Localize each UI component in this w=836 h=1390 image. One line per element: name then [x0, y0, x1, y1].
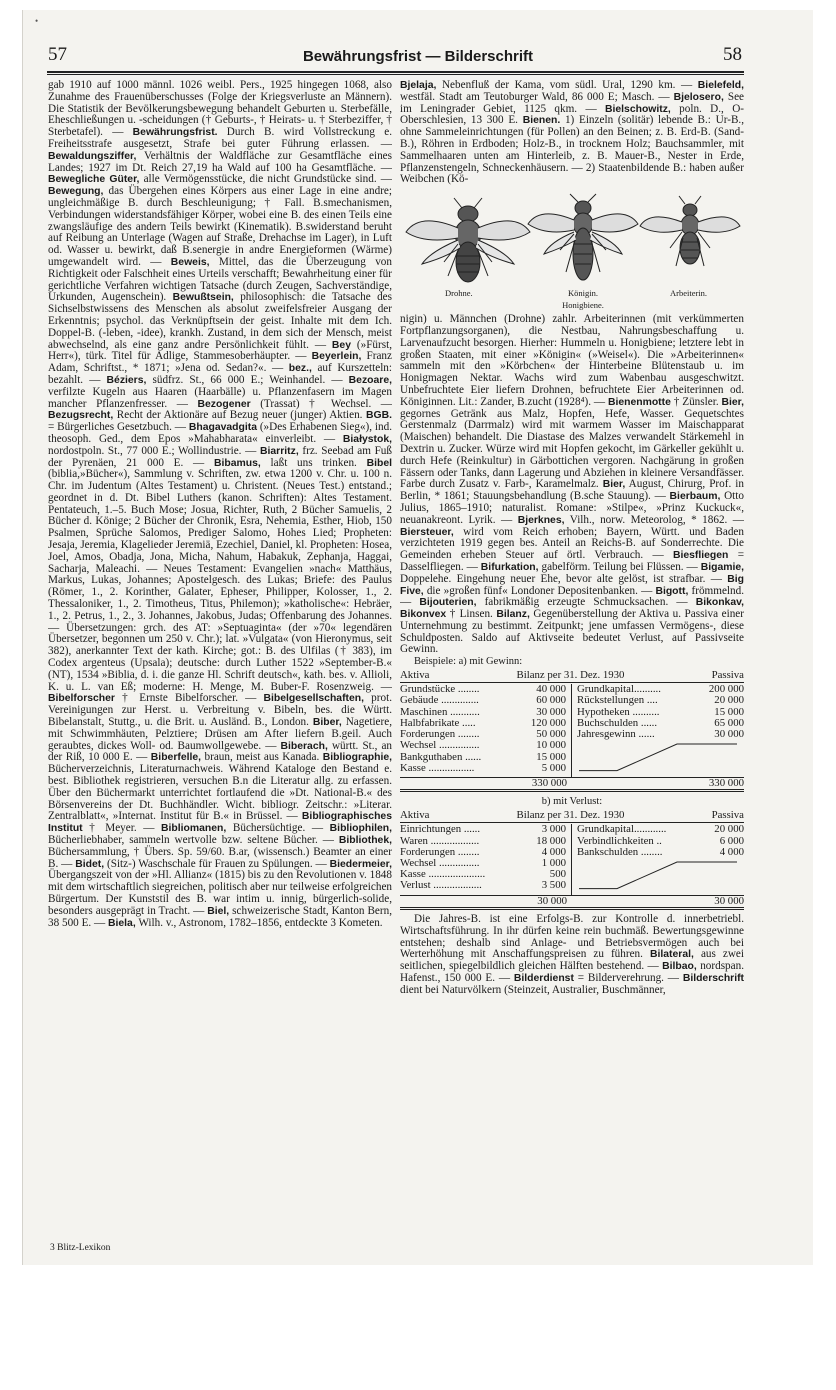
passiva-item-label: Buchschulden ...... — [577, 717, 658, 729]
entry-text: † Linsen. — [446, 608, 493, 621]
passiva-item-label: Hypotheken .......... — [577, 706, 660, 718]
passiva-label: Passiva — [711, 809, 744, 822]
entry-text: frz. Seebad am Fuß der Pyrenäen, 21 000 E. — — [48, 444, 392, 469]
entry-keyword: Bifurkation, — [480, 561, 539, 573]
passiva-item-label: Grundkapital.......... — [577, 684, 661, 696]
entry-keyword: Bewaldungsziffer, — [48, 150, 137, 162]
entry-text: August, Chirurg, Prof. in Berlin, * 1861; Stauungsbehandlung (B.sche Stauung). — — [400, 478, 744, 503]
aktiva-item-value: 10 000 — [536, 739, 566, 752]
passiva-label: Passiva — [711, 669, 744, 682]
balance-double-rule — [400, 907, 744, 910]
entry-keyword: BGB. — [366, 410, 392, 422]
passiva-item-value: 30 000 — [714, 728, 744, 741]
entry-text: braun, meist aus Kanada. — [201, 751, 320, 764]
right-column-top-text — [400, 80, 744, 186]
aktiva-total: 330 000 — [531, 777, 567, 790]
entry-text: aus zwei seitlichen, spiegelbildlich gleichen Hälften bestehend. — — [400, 948, 744, 973]
entry-keyword: Bielschowitz, — [604, 103, 671, 115]
entry-text: wird vom Reich erhoben; Bayern, Württ. und Baden verzichteten 1919 gegen bes. Anteil an Reichs-B. auf Sonderrechte. Die Gemeinden erheben Steuer auf örtl. Verbrauch. — — [400, 525, 744, 562]
entry-text: Recht der Aktionäre auf Bezug neuer (junger) Aktien. — [113, 409, 363, 422]
entry-keyword: Biberach, — [280, 740, 328, 752]
entry-text: frömmelnd. — — [400, 584, 744, 609]
balance-filler-line — [577, 858, 737, 892]
entry-keyword: Biel, — [207, 905, 230, 917]
aktiva-row — [400, 763, 566, 774]
passiva-item-label: Rückstellungen .... — [577, 695, 658, 707]
entry-text: (Sitz-) Waschschale für Frauen zu Spülungen. — — [104, 857, 327, 870]
entry-text: Durch B. wird Vollstreckung e. Freiheitsstrafe ausgesetzt, Strafe bei guter Führung erlassen. — — [48, 126, 392, 150]
entry-text: Die Jahres-B. ist eine Erfolgs-B. zur Kontrolle d. innerbetriebl. Wirtschaftsführung. In ihr dürfen keine rein buchmäß. Bewertungsgewinne entstehen; deshalb sind Anlage- und Betriebsvermögen auch bei Werterhöhung mit Anschaffungspreisen zu führen. — [400, 912, 744, 961]
aktiva-item-label: Kasse ..................... — [400, 869, 486, 881]
balance-rule — [400, 682, 744, 683]
header-rule — [47, 71, 744, 73]
aktiva-row — [400, 740, 566, 751]
entry-text: Franz Adam, Schriftst., * 1871; »Jena od. Sedan?«. — — [48, 350, 392, 375]
aktiva-item-value: 18 000 — [536, 834, 566, 847]
entry-text: See im Leningrader Gebiet, 1125 qkm. — — [400, 90, 744, 115]
entry-text: Vilh., norw. Meteorolog, * 1862. — — [564, 513, 744, 526]
entry-keyword: Bielefeld, — [697, 80, 744, 91]
aktiva-item-label: Wechsel ............... — [400, 740, 480, 752]
entry-text: Büchersüchtige. — — [226, 822, 324, 835]
entry-keyword: Bigamie, — [700, 561, 744, 573]
passiva-item-label: Verbindlichkeiten .. — [577, 835, 662, 847]
balance-filler-stroke — [579, 862, 737, 889]
aktiva-item-value: 50 000 — [536, 728, 566, 741]
entry-text: gabelförm. Teilung bei Flüssen. — — [538, 560, 698, 573]
passiva-side — [572, 824, 744, 894]
right-column — [400, 80, 744, 1260]
aktiva-item-label: Gebäude .............. — [400, 695, 479, 707]
entry-text: auf Kurszetteln: bezahlt. — — [48, 362, 392, 386]
entry-text: das Übergehen eines Körpers aus einer Lage in eine andre; ungleichmäßige B. durch Beschleunigung; † Fall. B.smechanismen, Verbindungen widerstandsfähiger Körper, wobei eine B. des einen Teils eine zwangsläufige des andern Teils bewirkt (Kinematik). B.swiderstand beruht auf Reibung an Unterlage (Wagen auf Straße, Drehachse im Lager), in Luft od. Wasser u. bewirkt, daß B.senergie in andre Energieformen (Wärme) umgewandelt wird. — — [48, 185, 392, 268]
entry-keyword: Biesfliegen — [672, 550, 729, 562]
entry-text: dient bei Naturvölkern (Steinzeit, Australier, Buschmänner, — [400, 983, 666, 996]
entry-text: alle Vermögensstücke, die nicht Grundstücke sind. — — [139, 173, 392, 186]
aktiva-item-value: 500 — [549, 868, 566, 881]
balance-sheet-loss — [400, 810, 744, 910]
entry-keyword: Bienenmotte — [607, 396, 671, 408]
entry-text: südfrz. St., 66 000 E.; Weinhandel. — — [146, 373, 343, 386]
balance-totals — [400, 895, 744, 907]
passiva-item-value: 15 000 — [714, 705, 744, 718]
entry-text: philosophisch: die Tatsache des Sichselbstwissens des Menschen als absolut zweifelsfreier Ausgang der Erkenntnis; psychol. das Verknüpftsein der geist. Inhalte mit dem Ich. Doppel-B. (-leben, -idee), krankh. Zustand, in dem sich der Mensch, meist abwechselnd, als eine ganz andre Persönlichkeit fühlt. — — [48, 291, 392, 351]
aktiva-item-label: Forderungen ........ — [400, 846, 480, 858]
entry-text: (biblia,»Bücher«), Sammlung v. Schriften, zw. etwa 1200 v. Chr. u. 100 n. Chr. im Judentum (Altes Testament) u. Christent. (Neues Test.) entstand.; geordnet in d. Dt. Bibel Luthers (kanon. Schriften): Altes Testament. Pentateuch, 1.–5. Buch Mose; Josua, Richter, Ruth, 2 Bücher Samuelis, 2 Bücher d. Könige; 2 Bücher der Chronik, Esra, Nehemia, Esther, Hiob, 150 Psalmen, Sprüche Salomos, Prediger Salomo, Hohes Lied; Propheten: Jesaja, Jeremia, Klagelieder Jeremiä, Ezechiel, Daniel, kl. Propheten: Hosea, Joel, Amos, Obadja, Jona, Micha, Nahum, Habakuk, Zephanja, Haggai, Sacharja, Maleachi. — Neues Testament: Evangelien »nach« Matthäus, Markus, Lukas, Johannes; Apostelgesch. des Lukas; Briefe: des Paulus (Römer, 1., 2. Korinther, Galater, Epheser, Philipper, Kolosser, 1., 2. Thessaloniker, 1., 2. Timotheus, Titus, Philemon); »katholische«: Hebräer, 1., 2. Petrus, 1., 2., 3. Johannes, Jakobus, Judas; Offenbarung des Johannes. — Übersetzungen: grch. des AT: »Septuaginta« (der »70« legendären Übersetzer, begonnen um 250 v. Chr.); lat. »Vulgata« (von Hieronymus, seit 382), anerkannter Text der kath. Kirche; got.: B. des Ulfilas († 383), im Codex argenteus (Upsala); deutsche: durch Luther 1522 »September-B.« (NT), 1534 »Biblia, d. i. die ganze Hl. Schrift deutsch«, kath. bes. v. Allioli, K. u. L. van Eß; moderne: H. Menge, M. Buber-F. Rosenzweig. — — [48, 468, 392, 693]
entry-text: Mittel, das die Überzeugung von Richtigkeit oder Falschheit eines Urteils verschafft; Bewahrheitung einer für gerichtliche Verfahren wichtigen Tatsache (durch Zeugen, Sachverständige, Urkunden, Augenschein). — [48, 255, 392, 304]
passiva-item-value: 200 000 — [708, 683, 744, 696]
entry-text: (»Des Erhabenen Sieg«), ind. theosoph. Ged., dem Epos »Mahabharata« einverleibt. — — [48, 421, 392, 445]
passiva-item-value: 20 000 — [714, 694, 744, 707]
balance-title: Bilanz per 31. Dez. 1930 — [516, 669, 625, 682]
passiva-side — [572, 684, 744, 777]
entry-text: gab 1910 auf 1000 männl. 1026 weibl. Pers., 1925 hingegen 1068, also Zunahme des Frauenüberschusses (Folge der Kriegsverluste an Männern). Die Statistik der Bevölkerungsbewegung behandelt Geburten u. Sterbefälle, Eheschließungen u. -scheidungen († Geburts-, † Heirats- u. † Sterbeziffer, † Sterbetafel). — — [48, 80, 392, 139]
entry-keyword: Bilateral, — [650, 949, 694, 961]
entry-keyword: Biersteuer, — [400, 526, 454, 538]
balance-sheet-gain — [400, 670, 744, 792]
entry-keyword: Bilanz, — [496, 609, 530, 621]
aktiva-item-value: 3 000 — [541, 823, 566, 836]
aktiva-row — [400, 858, 566, 869]
aktiva-total: 30 000 — [537, 894, 567, 907]
entry-text: württ. St., an der Riß, 10 000 E. — — [48, 739, 392, 764]
entry-text: = Bürgerliches Gesetzbuch. — — [48, 421, 186, 434]
caption-queen-label: Königin. — [568, 288, 598, 299]
page-footer: 3 Blitz-Lexikon — [50, 1243, 111, 1253]
entry-text: westfäl. Stadt am Teutoburger Wald, 86 000 E; Masch. — — [400, 90, 670, 103]
entry-keyword: Bier, — [602, 479, 626, 491]
entry-text: nordspan. Hafenst., 150 000 E. — — [400, 960, 744, 984]
entry-text: † Meyer. — — [82, 822, 155, 835]
entry-text: Bücherliebhaber, sammeln wertvolle bzw. seltene Bücher. — — [48, 834, 334, 846]
balance-filler-line — [577, 740, 737, 774]
passiva-item-label: Grundkapital............ — [577, 824, 667, 836]
entry-text: Verhältnis der Waldfläche zur Gesamtfläche eines Landes; 1927 im Dt. Reich 27,19 ha Wald auf 100 ha Gesamtfläche. — — [48, 149, 392, 174]
entry-keyword: Biela, — [107, 917, 136, 929]
balance-body — [400, 824, 744, 894]
entry-keyword: Bibel — [366, 457, 392, 469]
entry-keyword: Bibliophilen, — [329, 823, 392, 835]
right-column-bottom-text — [400, 914, 744, 997]
entry-text: Nagetiere, mit Schwimmhäuten, Pelztiere; Drüsen am After liefern B.geil. Auch geraubtes, dickes Woll- od. Baumwollgewebe. — — [48, 716, 392, 752]
entry-text: Otto Julius, 1865–1910; naturalist. Romane: »Stilpe«, »Prinz Kuckuck«, neuanakreont. Lyrik. — — [400, 490, 744, 526]
entry-text: 1) Einzeln (solitär) lebende B.: Ur-B., ohne Sammeleinrichtungen (für Pollen) an den Beinen; z. B. Erd-B. (Sand-B.), Röhren in Erdboden; Holz-B., in trocknem Holz; Bauchsammler, mit Sammelhaaren unten am Hinterleib, z. B. Mauer-B., Nester in Erde, Pflanzenstengeln, Schneckenhäusern. — 2) Staatenbildende B.: haben außer Weibchen (Kö- — [400, 114, 744, 186]
entry-keyword: Bey — [331, 339, 351, 351]
entry-keyword: Beweis, — [170, 256, 210, 268]
entry-keyword: Bewährungsfrist. — [132, 127, 218, 139]
entry-text: (»Fürst, Herr«), türk. Titel für Adlige, Stammesoberhäupter. — — [48, 338, 392, 363]
entry-keyword: Bibamus, — [214, 457, 261, 469]
entry-keyword: Biber, — [312, 717, 342, 729]
entry-keyword: Bjelosero, — [673, 91, 724, 103]
page-number-right: 58 — [723, 44, 742, 65]
entry-keyword: Bigott, — [655, 585, 689, 597]
aktiva-item-label: Einrichtungen ...... — [400, 824, 481, 836]
entry-keyword: Biberfelle, — [150, 752, 202, 764]
balance-totals — [400, 777, 744, 789]
entry-text: Büchersammlung, † Übers. Sp. 59/60. B.ar, (wissensch.) Beamter an einer B. — — [48, 845, 392, 870]
aktiva-item-value: 4 000 — [541, 845, 566, 858]
balance-double-rule — [400, 789, 744, 792]
entry-keyword: Bibliomanen, — [161, 823, 227, 835]
balance-header — [400, 810, 744, 821]
entry-text: nordostpoln. St., 77 000 E.; Wollindustrie. — — [48, 444, 257, 457]
running-head: Bewährungsfrist — Bilderschrift — [302, 48, 534, 65]
entry-keyword: Bilderdienst — [513, 972, 574, 984]
aktiva-item-label: Bankguthaben ...... — [400, 751, 482, 763]
aktiva-item-label: Grundstücke ........ — [400, 684, 480, 696]
balance-filler-stroke — [579, 744, 737, 771]
aktiva-row — [400, 824, 566, 835]
entry-text: nigin) u. Männchen (Drohne) zahlr. Arbeiterinnen (mit verkümmerten Fortpflanzungsorganen), die Nestbau, Nahrungsbeschaffung u. Larvenaufzucht besorgen. Hierher: Hummeln u. Honigbiene; letztere lebt in großen Staaten, mit einer »Königin« (»Weisel«). Die »Arbeiterinnen« sammeln mit den »Körbchen« der Hinterbeine Blütenstaub u. im Honigmagen Nektar. Wachs wird zum Wabenbau ausgeschwitzt. Unbefruchtete Eier liefern Drohnen, befruchtete Eier Arbeiterinnen od. Königinnen. Lit.: Zander, B.zucht (1928⁴). — — [400, 313, 744, 408]
aktiva-item-value: 40 000 — [536, 683, 566, 696]
aktiva-side — [400, 684, 572, 777]
dictionary-page — [22, 10, 813, 1265]
entry-keyword: Bezugsrecht, — [48, 410, 114, 422]
aktiva-item-value: 5 000 — [541, 761, 566, 774]
left-column-text — [48, 80, 392, 929]
aktiva-row — [400, 880, 566, 891]
aktiva-item-value: 120 000 — [530, 716, 566, 729]
entry-text: Doppelehe. Eingehung neuer Ehe, bevor alte gelöst, ist strafbar. — — [400, 572, 722, 585]
entry-keyword: Big Five, — [400, 573, 744, 597]
passiva-item-value: 20 000 — [714, 823, 744, 836]
entry-keyword: Bjerknes, — [517, 514, 565, 526]
caption-drone: Drohne. — [445, 288, 473, 299]
passiva-item-value: 6 000 — [719, 834, 744, 847]
entry-keyword: Bibliothek, — [338, 835, 392, 846]
balance-title: Bilanz per 31. Dez. 1930 — [516, 809, 625, 822]
loss-intro: b) mit Verlust: — [541, 796, 603, 808]
entry-text: gegornes Getränk aus Malz, Hopfen, Hefe, Wasser. Gequetschtes Gerstenmalz (Darrmalz) wird mit warmem Wasser im Maischapparat (Maischen) behandelt. Die Diastase des Malzes verwandelt Stärkemehl in Dextrin u. Zucker. Würze wird mit Hopfen gekocht, im Gärkeller gekühlt u. durch Hefe (Reinkultur) in Gärbottichen vergoren. Nachgärung in großen Fässern oder Tanks, dann Lagerung und Abziehen in kleinere Versandfässer. Farbe durch Zusatz v. Farb-, Karamelmalz. — [400, 407, 744, 491]
aktiva-item-label: Kasse ................. — [400, 762, 475, 774]
aktiva-item-label: Maschinen ........... — [400, 706, 480, 718]
worker-bee-drawing — [640, 196, 740, 266]
aktiva-item-value: 60 000 — [536, 694, 566, 707]
left-column — [48, 80, 392, 1230]
entry-keyword: Bier, — [721, 396, 744, 408]
entry-keyword: Bibliographie, — [322, 752, 392, 764]
passiva-item-value: 65 000 — [714, 716, 744, 729]
balance-body — [400, 684, 744, 777]
passiva-row — [577, 824, 744, 835]
entry-keyword: Białystok, — [342, 433, 392, 445]
entry-keyword: Bierbaum, — [669, 491, 721, 503]
entry-keyword: Biarritz, — [260, 445, 299, 457]
entry-text: † Ernste Bibelforscher. — — [114, 692, 257, 705]
examples-intro: Beispiele: a) mit Gewinn: — [414, 656, 523, 668]
entry-text: poln. D., O-Oberschlesien, 13 300 E. — [400, 102, 744, 127]
caption-queen — [548, 288, 618, 312]
entry-keyword: Bewußtsein, — [172, 292, 234, 304]
aktiva-item-label: Halbfabrikate ..... — [400, 717, 476, 729]
bee-illustration — [400, 192, 744, 288]
aktiva-row — [400, 695, 566, 706]
entry-text: die »großen fünf« Londoner Depositenbanken. — — [423, 584, 653, 597]
entry-keyword: Bezogener — [197, 398, 251, 410]
caption-worker: Arbeiterin. — [670, 288, 708, 299]
right-column-mid-text — [400, 314, 744, 656]
passiva-total: 30 000 — [714, 894, 744, 907]
passiva-row — [577, 695, 744, 706]
entry-text: Nebenfluß der Kama, vom südl. Ural, 1290 km. — — [436, 80, 693, 91]
entry-keyword: Bienen. — [522, 115, 561, 127]
aktiva-item-value: 30 000 — [536, 705, 566, 718]
entry-keyword: Bewegliche Güter, — [48, 174, 140, 186]
aktiva-item-label: Waren .................. — [400, 835, 480, 847]
entry-keyword: Bibelforscher — [48, 693, 115, 705]
passiva-row — [577, 729, 744, 740]
entry-text: Wilh. v., Astronom, 1782–1856, entdeckte 3 Kometen. — [135, 916, 383, 929]
entry-keyword: Beyerlein, — [311, 351, 362, 363]
entry-text: verfilzte Kugeln aus Haaren (Haarbälle) u. Pflanzenfasern im Magen mancher Pflanzenfresser. — — [48, 385, 392, 410]
balance-header — [400, 670, 744, 681]
passiva-row — [577, 836, 744, 847]
passiva-total: 330 000 — [708, 777, 744, 790]
entry-text: fabrikmäßig erzeugte Schmucksachen. — — [476, 596, 688, 609]
entry-text: prot. Vereinigungen zur Herst. u. Verbreitung v. Bibeln, bes. die Württ. Bibelanstalt, Stuttg., u. die Brit. u. Ausländ. B., London. — [48, 692, 392, 729]
entry-keyword: Bewegung, — [48, 186, 104, 198]
entry-text: Gegenüberstellung der Aktiva u. Passiva einer Unternehmung zu bestimmt. Zeitpunkt; jene umfassen Vermögens-, diese Schuldposten. Saldo auf Aktivseite bedeutet Verlust, auf Passivseite Gewinn. — [400, 608, 744, 656]
passiva-item-value: 4 000 — [719, 845, 744, 858]
entry-keyword: bez., — [288, 363, 312, 375]
aktiva-item-label: Forderungen ........ — [400, 729, 480, 741]
entry-keyword: Bjelaja, — [400, 80, 437, 91]
passiva-item-label: Bankschulden ........ — [577, 846, 663, 858]
aktiva-side — [400, 824, 572, 894]
caption-honeybee: Honigbiene. — [562, 299, 604, 310]
corner-mark: • — [35, 16, 39, 26]
passiva-row — [577, 847, 744, 858]
entry-keyword: Béziers, — [106, 374, 147, 386]
entry-text: laßt uns trinken. — [260, 456, 357, 469]
aktiva-item-value: 1 000 — [541, 856, 566, 869]
entry-keyword: Bidet, — [75, 858, 105, 870]
aktiva-item-label: Verlust .................. — [400, 880, 482, 892]
bee-figure — [400, 192, 744, 310]
entry-text: (Trassat) † Wechsel. — — [250, 397, 392, 410]
entry-keyword: Biedermeier, — [329, 858, 392, 870]
entry-keyword: Bezoare, — [348, 374, 392, 386]
entry-text: † Zünsler. — [670, 395, 719, 408]
entry-keyword: Bilbao, — [662, 961, 697, 973]
aktiva-label: Aktiva — [400, 669, 430, 682]
aktiva-item-value: 3 500 — [541, 879, 566, 892]
page-number-left: 57 — [48, 44, 67, 65]
entry-keyword: Bilderschrift — [682, 972, 744, 984]
drone-bee-drawing — [406, 198, 530, 282]
entry-text: schweizerische Stadt, Kanton Bern, 38 500 E. — — [48, 904, 392, 929]
aktiva-label: Aktiva — [400, 809, 430, 822]
header-rule-thin — [47, 74, 744, 75]
aktiva-item-label: Wechsel ............... — [400, 857, 480, 869]
entry-text: Übergangszeit von der »Hl. Allianz« (1815) bis zu den Revolutionen v. 1848 mit dem wirtschaftlich siegreichen, politisch aber nur teilweise erfolgreichen Bürgertum. Der Kunststil des B. war intim u. innig, bürgerlich-solide, besonders ausgeprägt in Tracht. — — [48, 869, 392, 917]
entry-keyword: Bikonkav, Bikonvex — [400, 597, 744, 621]
entry-text: Bücherverzeichnis, Literaturnachweis. Während Kataloge den Bestand e. best. Bibliothek registrieren, versuchen B.n die Literatur allg. zu erfassen. Über den Büchermarkt unterrichtet fortlaufend die »Dt. National-B.« des Börsenvereins der Dt. Buchhändler. Wicht. bibliogr. Zeitschr.: »Literar. Zentralblatt«, »Internat. Institut für B.« in Brüssel. — — [48, 763, 392, 823]
entry-keyword: Bhagavadgita — [188, 422, 257, 434]
queen-bee-drawing — [528, 194, 638, 280]
entry-text: = Dasselfliegen. — — [400, 549, 744, 573]
entry-keyword: Bijouterien, — [419, 597, 477, 609]
balance-rule — [400, 822, 744, 823]
entry-keyword: Bibelgesellschaften, — [263, 693, 365, 705]
entry-text: = Bilderverehrung. — — [573, 971, 679, 984]
aktiva-item-value: 15 000 — [536, 750, 566, 763]
passiva-item-label: Jahresgewinn ...... — [577, 729, 655, 741]
entry-keyword: Bibliographisches Institut — [48, 811, 392, 835]
